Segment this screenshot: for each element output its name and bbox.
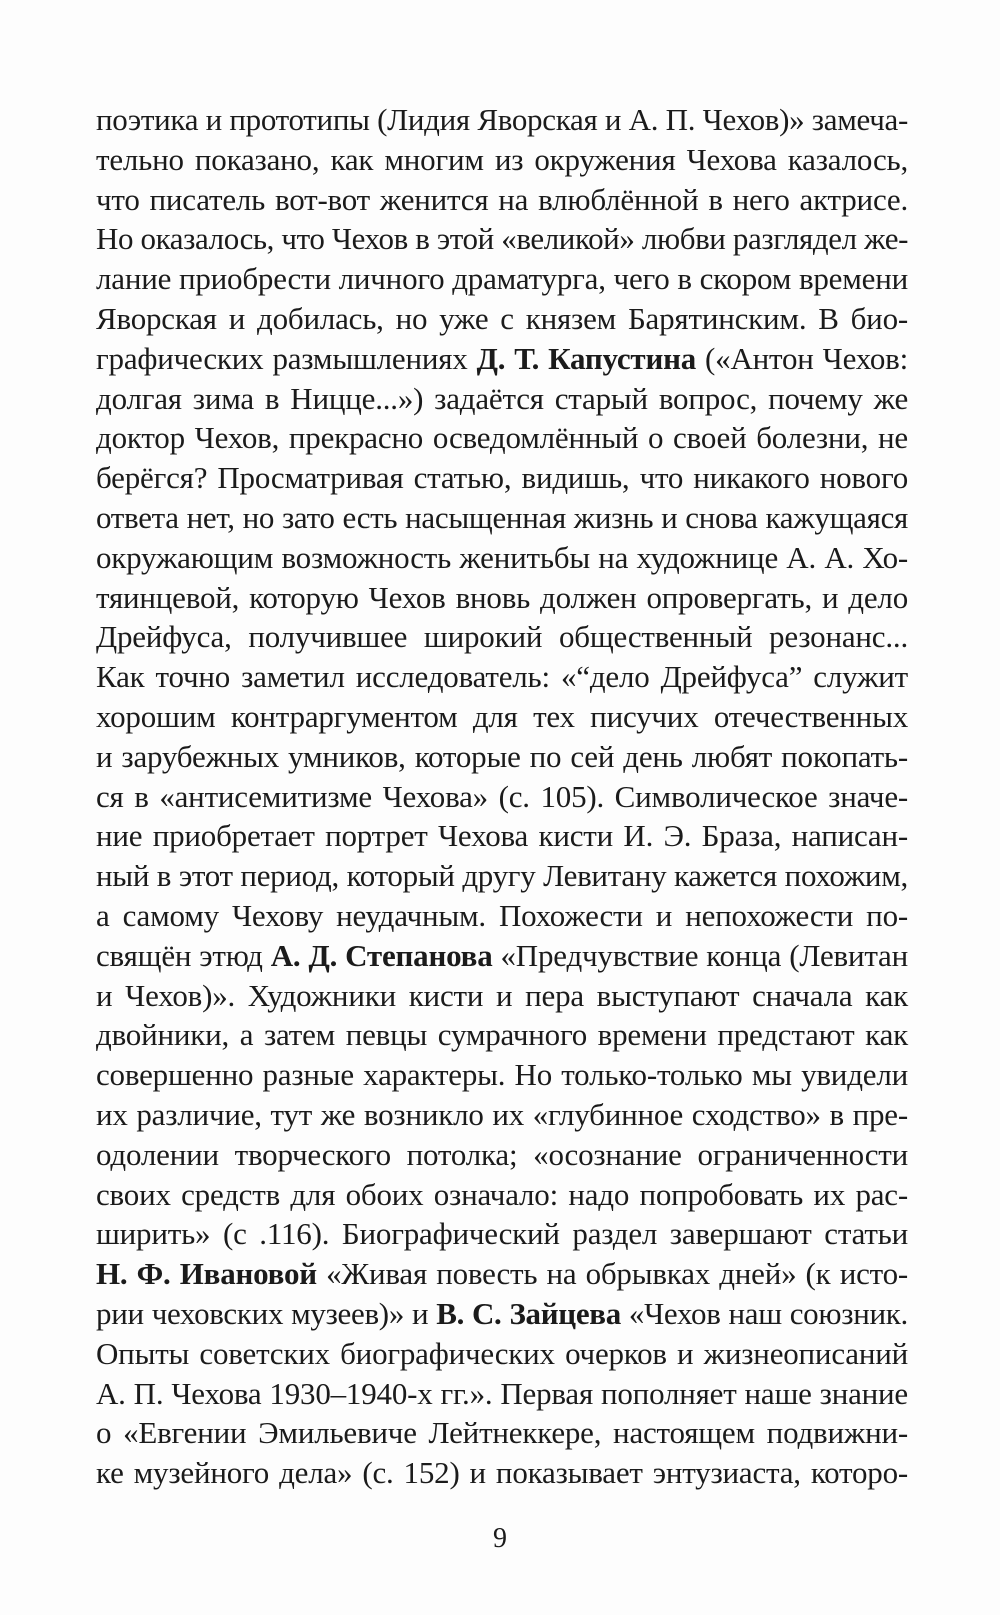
- page-number: 9: [493, 1523, 507, 1554]
- text-segment: берёгся? Просматривая статью, видишь, что никакого нового: [96, 460, 908, 496]
- author-name: В. С. Зайцева: [436, 1295, 621, 1331]
- text-segment: тельно показано, как многим из окружения Чехова казалось,: [96, 141, 908, 177]
- text-segment: Дрейфуса, получившее широкий общественный резонанс...: [96, 619, 908, 655]
- text-line: [96, 1015, 908, 1055]
- text-line: [96, 1095, 908, 1135]
- text-line: [96, 259, 908, 299]
- text-segment: а самому Чехову неудачным. Похожести и непохожести по-: [96, 897, 908, 933]
- text-segment: «Чехов наш союзник.: [620, 1295, 908, 1331]
- text-segment: Опыты советских биографических очерков и жизнеописаний: [96, 1335, 908, 1371]
- text-line: [96, 1055, 908, 1095]
- text-segment: двойники, а затем певцы сумрачного времени предстают как: [96, 1017, 908, 1053]
- text-line: [96, 936, 908, 976]
- author-name: Н. Ф. Ивановой: [96, 1256, 317, 1292]
- text-segment: А. П. Чехова 1930–1940-х гг.». Первая пополняет наше знание: [96, 1375, 908, 1411]
- text-line: [96, 498, 908, 538]
- text-line: [96, 737, 908, 777]
- text-segment: своих средств для обоих означало: надо попробовать их рас-: [96, 1176, 908, 1212]
- text-line: [96, 896, 908, 936]
- text-segment: хорошим контраргументом для тех писучих отечественных: [96, 698, 908, 734]
- text-line: [96, 1453, 908, 1493]
- text-segment: окружающим возможность женитьбы на художнице А. А. Хо-: [96, 539, 908, 575]
- text-line: [96, 657, 908, 697]
- text-line: [96, 697, 908, 737]
- text-segment: что писатель вот-вот женится на влюблённой в него актрисе.: [96, 181, 908, 217]
- text-line: [96, 100, 908, 140]
- text-segment: ние приобретает портрет Чехова кисти И. Э. Браза, написан-: [96, 818, 908, 854]
- text-line: [96, 458, 908, 498]
- text-segment: долгая зима в Ницце...») задаётся старый вопрос, почему же: [96, 380, 908, 416]
- text-line: [96, 379, 908, 419]
- text-line: [96, 816, 908, 856]
- author-name: Д. Т. Капустина: [476, 340, 697, 376]
- text-line: [96, 856, 908, 896]
- text-segment: лание приобрести личного драматурга, чего в скором времени: [96, 261, 908, 297]
- text-segment: Как точно заметил исследователь: «“дело Дрейфуса” служит: [96, 659, 908, 695]
- text-line: [96, 140, 908, 180]
- text-segment: Яворская и добилась, но уже с князем Барятинским. В био-: [96, 300, 908, 336]
- text-line: [96, 1254, 908, 1294]
- text-segment: их различие, тут же возникло их «глубинное сходство» в пре-: [96, 1096, 908, 1132]
- text-line: [96, 976, 908, 1016]
- text-line: [96, 1413, 908, 1453]
- text-segment: о «Евгении Эмильевиче Лейтнеккере, настоящем подвижни-: [96, 1415, 908, 1451]
- text-line: [96, 339, 908, 379]
- text-line: [96, 538, 908, 578]
- text-line: [96, 299, 908, 339]
- text-segment: рии чеховских музеев)» и: [96, 1295, 437, 1331]
- text-segment: ответа нет, но зато есть насыщенная жизнь и снова кажущаяся: [96, 499, 908, 535]
- text-segment: одолении творческого потолка; «осознание ограниченности: [96, 1136, 908, 1172]
- text-segment: («Антон Чехов:: [696, 340, 908, 376]
- text-segment: тяинцевой, которую Чехов вновь должен опровергать, и дело: [96, 579, 908, 615]
- text-segment: совершенно разные характеры. Но только-только мы увидели: [96, 1057, 908, 1093]
- text-segment: Но оказалось, что Чехов в этой «великой» любви разглядел же-: [96, 221, 908, 257]
- text-line: [96, 1175, 908, 1215]
- text-segment: поэтика и прототипы (Лидия Яворская и А. П. Чехов)» замеча-: [96, 102, 908, 137]
- text-segment: и Чехов)». Художники кисти и пера выступают сначала как: [96, 977, 908, 1013]
- text-line: [96, 578, 908, 618]
- text-segment: свящён этюд: [96, 937, 271, 973]
- text-segment: «Живая повесть на обрывках дней» (к исто-: [316, 1256, 909, 1292]
- author-name: А. Д. Степанова: [270, 937, 493, 973]
- text-line: [96, 1214, 908, 1254]
- text-segment: ся в «антисемитизме Чехова» (с. 105). Символическое значе-: [96, 778, 908, 814]
- text-line: [96, 1374, 908, 1414]
- text-segment: доктор Чехов, прекрасно осведомлённый о своей болезни, не: [96, 420, 908, 456]
- text-segment: ный в этот период, который другу Левитану кажется похожим,: [96, 858, 908, 894]
- body-text: [96, 100, 908, 1493]
- text-line: [96, 777, 908, 817]
- text-line: [96, 180, 908, 220]
- text-line: [96, 617, 908, 657]
- text-line: [96, 1135, 908, 1175]
- text-line: [96, 1334, 908, 1374]
- text-segment: «Предчувствие конца (Левитан: [492, 937, 909, 973]
- text-line: [96, 1294, 908, 1334]
- text-segment: ке музейного дела» (с. 152) и показывает энтузиаста, которо-: [96, 1455, 908, 1491]
- text-segment: графических размышлениях: [96, 340, 477, 376]
- text-line: [96, 219, 908, 259]
- text-segment: ширить» (с .116). Биографический раздел завершают статьи: [96, 1216, 908, 1252]
- text-segment: и зарубежных умников, которые по сей день любят покопать-: [96, 738, 908, 774]
- text-line: [96, 418, 908, 458]
